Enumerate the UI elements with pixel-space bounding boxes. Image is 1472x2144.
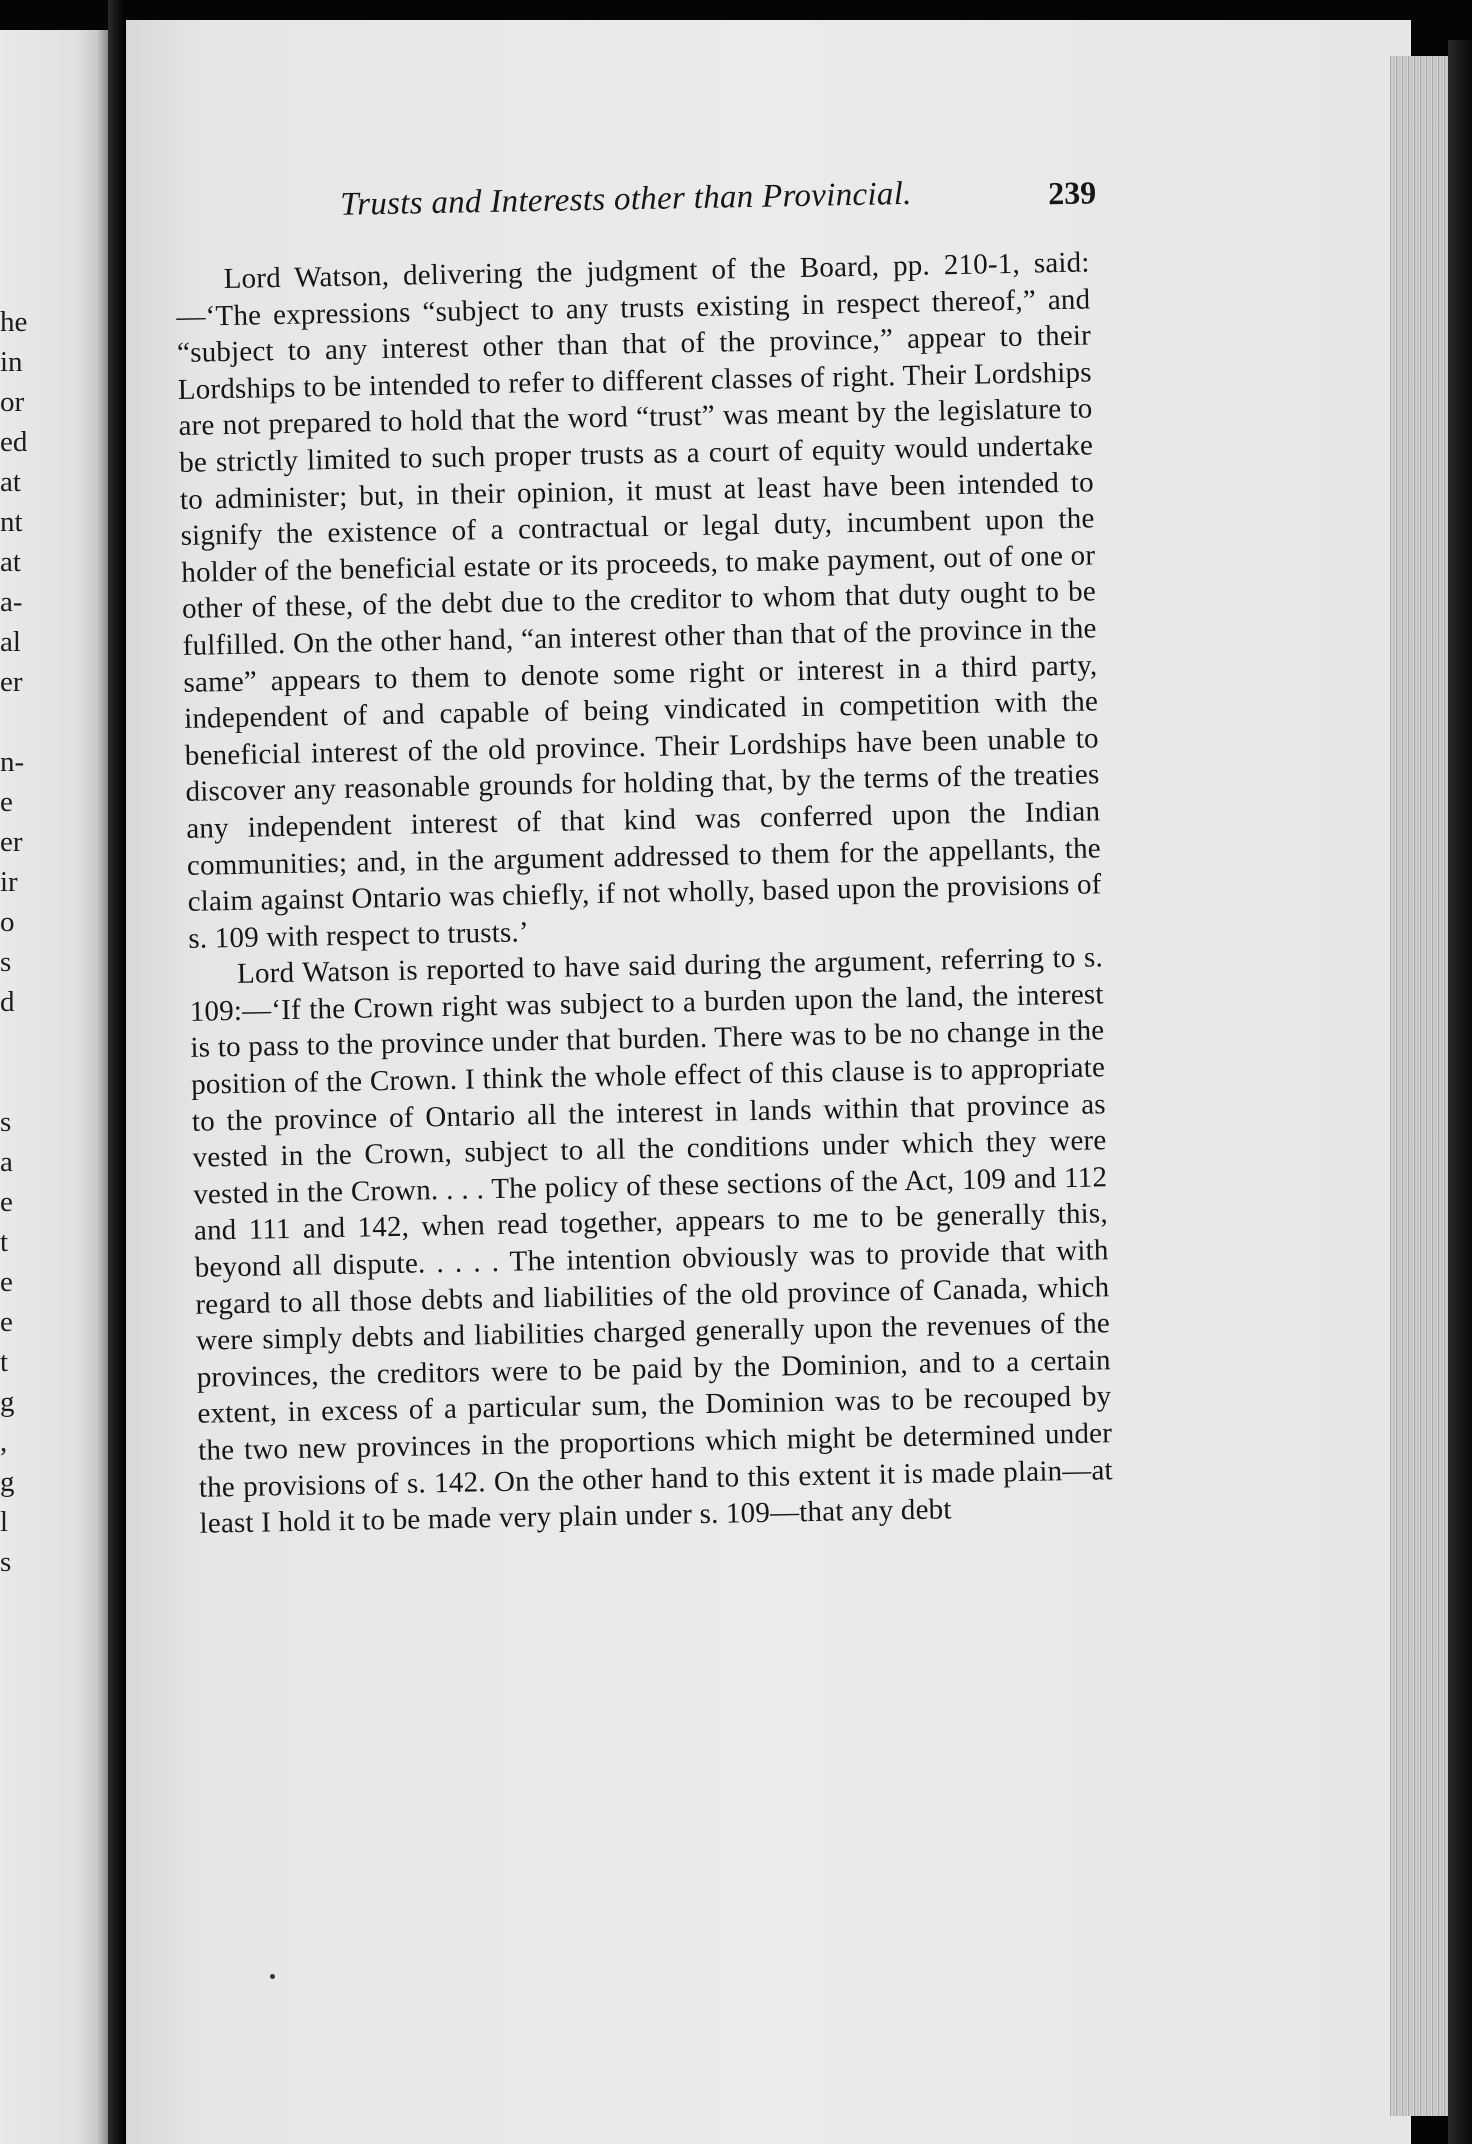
left-fragment: d: [0, 986, 15, 1018]
left-fragment: t: [0, 1346, 9, 1378]
paper-speck: [270, 1974, 275, 1979]
left-fragment: at: [0, 546, 21, 578]
left-fragment: s: [0, 1546, 12, 1578]
left-fragment: [0, 1022, 30, 1062]
page-number: 239: [1047, 174, 1097, 212]
adjacent-left-page: [0, 30, 108, 2144]
left-fragment: l: [0, 1506, 9, 1538]
page-edge-shadow: [1448, 40, 1472, 2144]
left-fragment: or: [0, 386, 25, 418]
left-fragment: ir: [0, 866, 18, 898]
paragraph-1-text: Lord Watson, delivering the judgment of the Board, pp. 210-1, said:—‘The expressions “subject to any trusts existing in respect thereof,” and “subject to any interest other than that of the province,” appear to their Lordships to be intended to refer to different classes of right. Their Lordships are not prepared to hold that the word “trust” was meant by the legislature to be strictly limited to such proper trusts as a court of equity would undertake to administer; but, in their opinion, it must at least have been intended to signify the existence of a contractual or legal duty, incumbent upon the holder of the beneficial estate or its proceeds, to make payment, out of one or other of these, of the debt due to the creditor to whom that duty ought to be fulfilled. On the other hand, “an interest other than that of the province in the same” appears to them to denote some right or interest in a third party, independent of and capable of being vindicated in competition with the beneficial interest of the old province. Their Lordships have been unable to discover any reasonable grounds for holding that, by the terms of the treaties any independent interest of that kind was conferred upon the Indian communities; and, in the argument addressed to them for the appellants, the claim against Ontario was chiefly, if not wholly, based upon the provisions of s. 109 with respect to trusts.’: [176, 246, 1102, 955]
left-fragment: [0, 1062, 30, 1102]
left-fragment: he: [0, 306, 28, 338]
page-content: [174, 172, 1114, 1542]
running-head-title: Trusts and Interests other than Provincial.: [339, 175, 913, 223]
left-fragment: s: [0, 946, 12, 978]
left-fragment: er: [0, 666, 23, 698]
left-fragment: ed: [0, 426, 28, 458]
left-fragment: e: [0, 786, 13, 818]
left-fragment: g: [0, 1466, 15, 1498]
left-fragment: in: [0, 346, 23, 378]
left-fragment: e: [0, 1266, 13, 1298]
paragraph-2-text: Lord Watson is reported to have said during the argument, referring to s. 109:—‘If the Crown right was subject to a burden upon the land, the interest is to pass to the province under that burden. There was to be no change in the position of the Crown. I think the whole effect of this clause is to appropriate to the province of Ontario all the interest in lands within that province as vested in the Crown, subject to all the conditions under which they were vested in the Crown. . . . The policy of these sections of the Act, 109 and 112 and 111 and 142, when read together, appears to me to be generally this, beyond all dispute. . . . . The intention obviously was to provide that with regard to all those debts and liabilities of the old province of Canada, which were simply debts and liabilities charged generally upon the revenues of the provinces, the creditors were to be paid by the Dominion, and to a certain extent, in excess of a particular sum, the Dominion was to be recouped by the two new provinces in the proportions which might be determined under the provisions of s. 142. On the other hand to this extent it is made plain—at least I hold it to be made very plain under s. 109—that any debt: [189, 941, 1114, 1540]
left-fragment: a-: [0, 586, 23, 618]
book-gutter: [108, 0, 126, 2144]
left-fragment: g: [0, 1386, 15, 1418]
paragraph-2: [189, 940, 1114, 1543]
page-edges: [1390, 56, 1448, 2116]
left-fragment: er: [0, 826, 23, 858]
left-fragment: o: [0, 906, 15, 938]
left-fragment: a: [0, 1146, 13, 1178]
left-fragment: n-: [0, 746, 25, 778]
left-fragment: e: [0, 1306, 13, 1338]
paragraph-1: [175, 244, 1102, 957]
left-fragment: nt: [0, 506, 23, 538]
left-fragment: [0, 702, 30, 742]
left-fragment: at: [0, 466, 21, 498]
left-fragment: s: [0, 1106, 12, 1138]
left-page-text-fragments: [0, 302, 30, 1582]
left-fragment: ,: [0, 1426, 8, 1458]
left-fragment: al: [0, 626, 21, 658]
left-fragment: t: [0, 1226, 9, 1258]
left-fragment: e: [0, 1186, 13, 1218]
